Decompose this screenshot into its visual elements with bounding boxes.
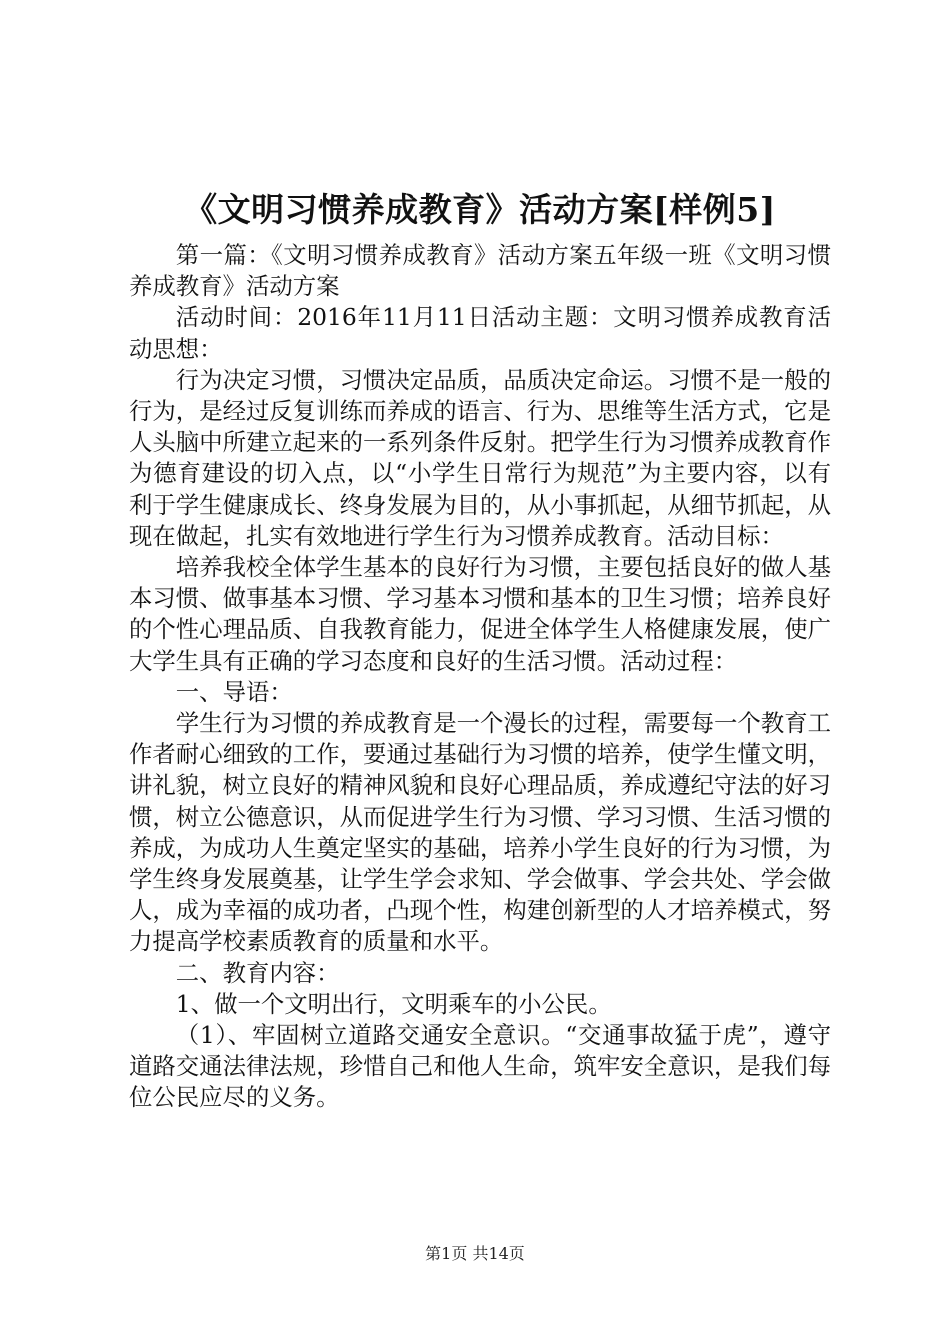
list-item-1-1: （1）、牢固树立道路交通安全意识。“交通事故猛于虎”，遵守道路交通法律法规，珍惜自己和他人生命，筑牢安全意识，是我们每位公民应尽的义务。 [129,1021,831,1112]
document-page [129,186,831,1114]
section-heading-intro: 一、导语： [175,677,293,706]
paragraph-thought: 行为决定习惯，习惯决定品质，品质决定命运。习惯不是一般的行为，是经过反复训练而养成的语言、行为、思维等生活方式，它是人头脑中所建立起来的一系列条件反射。把学生行为习惯养成教育作为德育建设的切入点，以“小学生日常行为规范”为主要内容，以有利于学生健康成长、终身发展为目的，从小事抓起，从细节抓起，从现在做起，扎实有效地进行学生行为习惯养成教育。活动目标： [129,365,831,550]
page-footer: 第1页 共14页 [425,1244,525,1263]
list-item-1: 1、做一个文明出行，文明乘车的小公民。 [175,989,612,1018]
paragraph-guide: 学生行为习惯的养成教育是一个漫长的过程，需要每一个教育工作者耐心细致的工作，要通过基础行为习惯的培养，使学生懂文明，讲礼貌，树立良好的精神风貌和良好心理品质，养成遵纪守法的好习惯，树立公德意识，从而促进学生行为习惯、学习习惯、生活习惯的养成，为成功人生奠定坚实的基础，培养小学生良好的行为习惯，为学生终身发展奠基，让学生学会求知、学会做事、学会共处、学会做人，成为幸福的成功者，凸现个性，构建创新型的人才培养模式，努力提高学校素质教育的质量和水平。 [129,709,831,956]
document-title: 《文明习惯养成教育》活动方案[样例5] [184,190,776,229]
paragraph-goals: 培养我校全体学生基本的良好行为习惯，主要包括良好的做人基本习惯、做事基本习惯、学习基本习惯和基本的卫生习惯；培养良好的个性心理品质、自我教育能力，促进全体学生人格健康发展，使广大学生具有正确的学习态度和良好的生活习惯。活动过程： [129,553,831,675]
paragraph-intro: 第一篇：《文明习惯养成教育》活动方案五年级一班《文明习惯养成教育》活动方案 [129,241,831,301]
paragraph-time-theme: 活动时间：2016年11月11日活动主题：文明习惯养成教育活动思想： [129,303,831,363]
section-heading-content: 二、教育内容： [175,958,340,987]
